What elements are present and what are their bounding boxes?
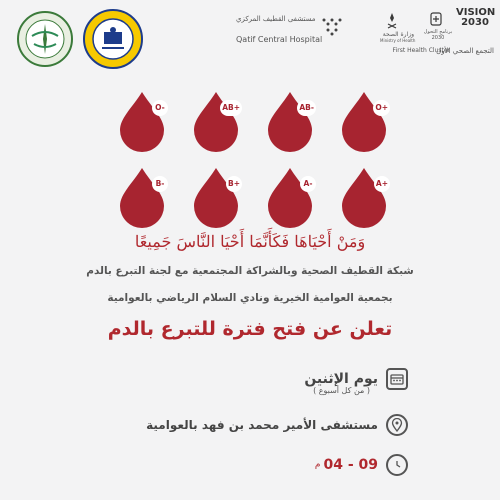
transformation-text — [420, 30, 456, 41]
blood-drop-ab-pos — [188, 90, 244, 152]
transformation-ar: برنامج التحول — [423, 29, 453, 35]
hospital-name-ar: مستشفى القطيف المركزي — [236, 15, 316, 23]
blood-type-label: B- — [152, 176, 168, 192]
blood-type-label: B+ — [226, 176, 242, 192]
day-label: يوم الإثنين — [304, 371, 378, 387]
clock-icon — [386, 454, 408, 476]
qch-logo — [318, 14, 348, 38]
hospital-name-en: Qatif Central Hospital — [236, 34, 323, 44]
partnership-line: شبكة القطيف الصحية وبالشراكة المجتمعية مع لجنة التبرع بالدم — [86, 265, 414, 277]
calendar-icon — [386, 368, 408, 390]
awamia-charity-logo — [16, 10, 74, 68]
schedule-time-row — [315, 454, 408, 476]
ministry-ar: وزارة الصحة — [382, 31, 414, 38]
blood-type-label: AB- — [297, 100, 316, 116]
blood-type-label: O+ — [373, 100, 390, 116]
blood-type-grid — [100, 82, 400, 232]
salam-club-logo — [82, 8, 144, 70]
cluster-en: First Health Cluster — [392, 47, 450, 54]
blood-drop-a-pos — [336, 166, 392, 228]
blood-drop-b-neg — [114, 166, 170, 228]
cluster-ar: التجمع الصحي الأول — [436, 47, 494, 55]
blood-drop-ab-neg — [262, 90, 318, 152]
transformation-sub: 2030 — [431, 34, 445, 41]
quran-verse: وَمَنْ أَحْيَاهَا فَكَأَنَّمَا أَحْيَا النَّاسَ جَمِيعًا — [134, 232, 366, 251]
transformation-logo — [430, 12, 442, 26]
schedule-location-row — [146, 414, 408, 436]
location-label: مستشفى الأمير محمد بن فهد بالعوامية — [146, 418, 378, 432]
blood-type-label: A- — [300, 176, 316, 192]
blood-drop-b-pos — [188, 166, 244, 228]
ministry-en: Ministry of Health — [380, 37, 416, 43]
health-cluster — [380, 48, 494, 56]
vision-2030-logo — [456, 8, 494, 27]
blood-drop-o-pos — [336, 90, 392, 152]
moh-text — [380, 32, 414, 43]
blood-type-label: A+ — [374, 176, 390, 192]
blood-type-label: O- — [152, 100, 168, 116]
vision-2030-text: VISION 2030 — [456, 7, 496, 28]
blood-drop-o-neg — [114, 90, 170, 152]
blood-type-label: AB+ — [220, 100, 242, 116]
hospital-name — [236, 15, 323, 44]
announcement-title: تعلن عن فتح فترة للتبرع بالدم — [107, 318, 393, 340]
time-range: 04 - 09 — [323, 457, 378, 473]
partners-line: بجمعية العوامية الخيرية ونادي السلام الرياضي بالعوامية — [107, 292, 393, 304]
location-pin-icon — [386, 414, 408, 436]
moh-logo — [386, 12, 398, 30]
time-unit: م — [314, 460, 321, 470]
blood-drop-a-neg — [262, 166, 318, 228]
day-note: ( من كل أسبوع ) — [313, 386, 370, 395]
